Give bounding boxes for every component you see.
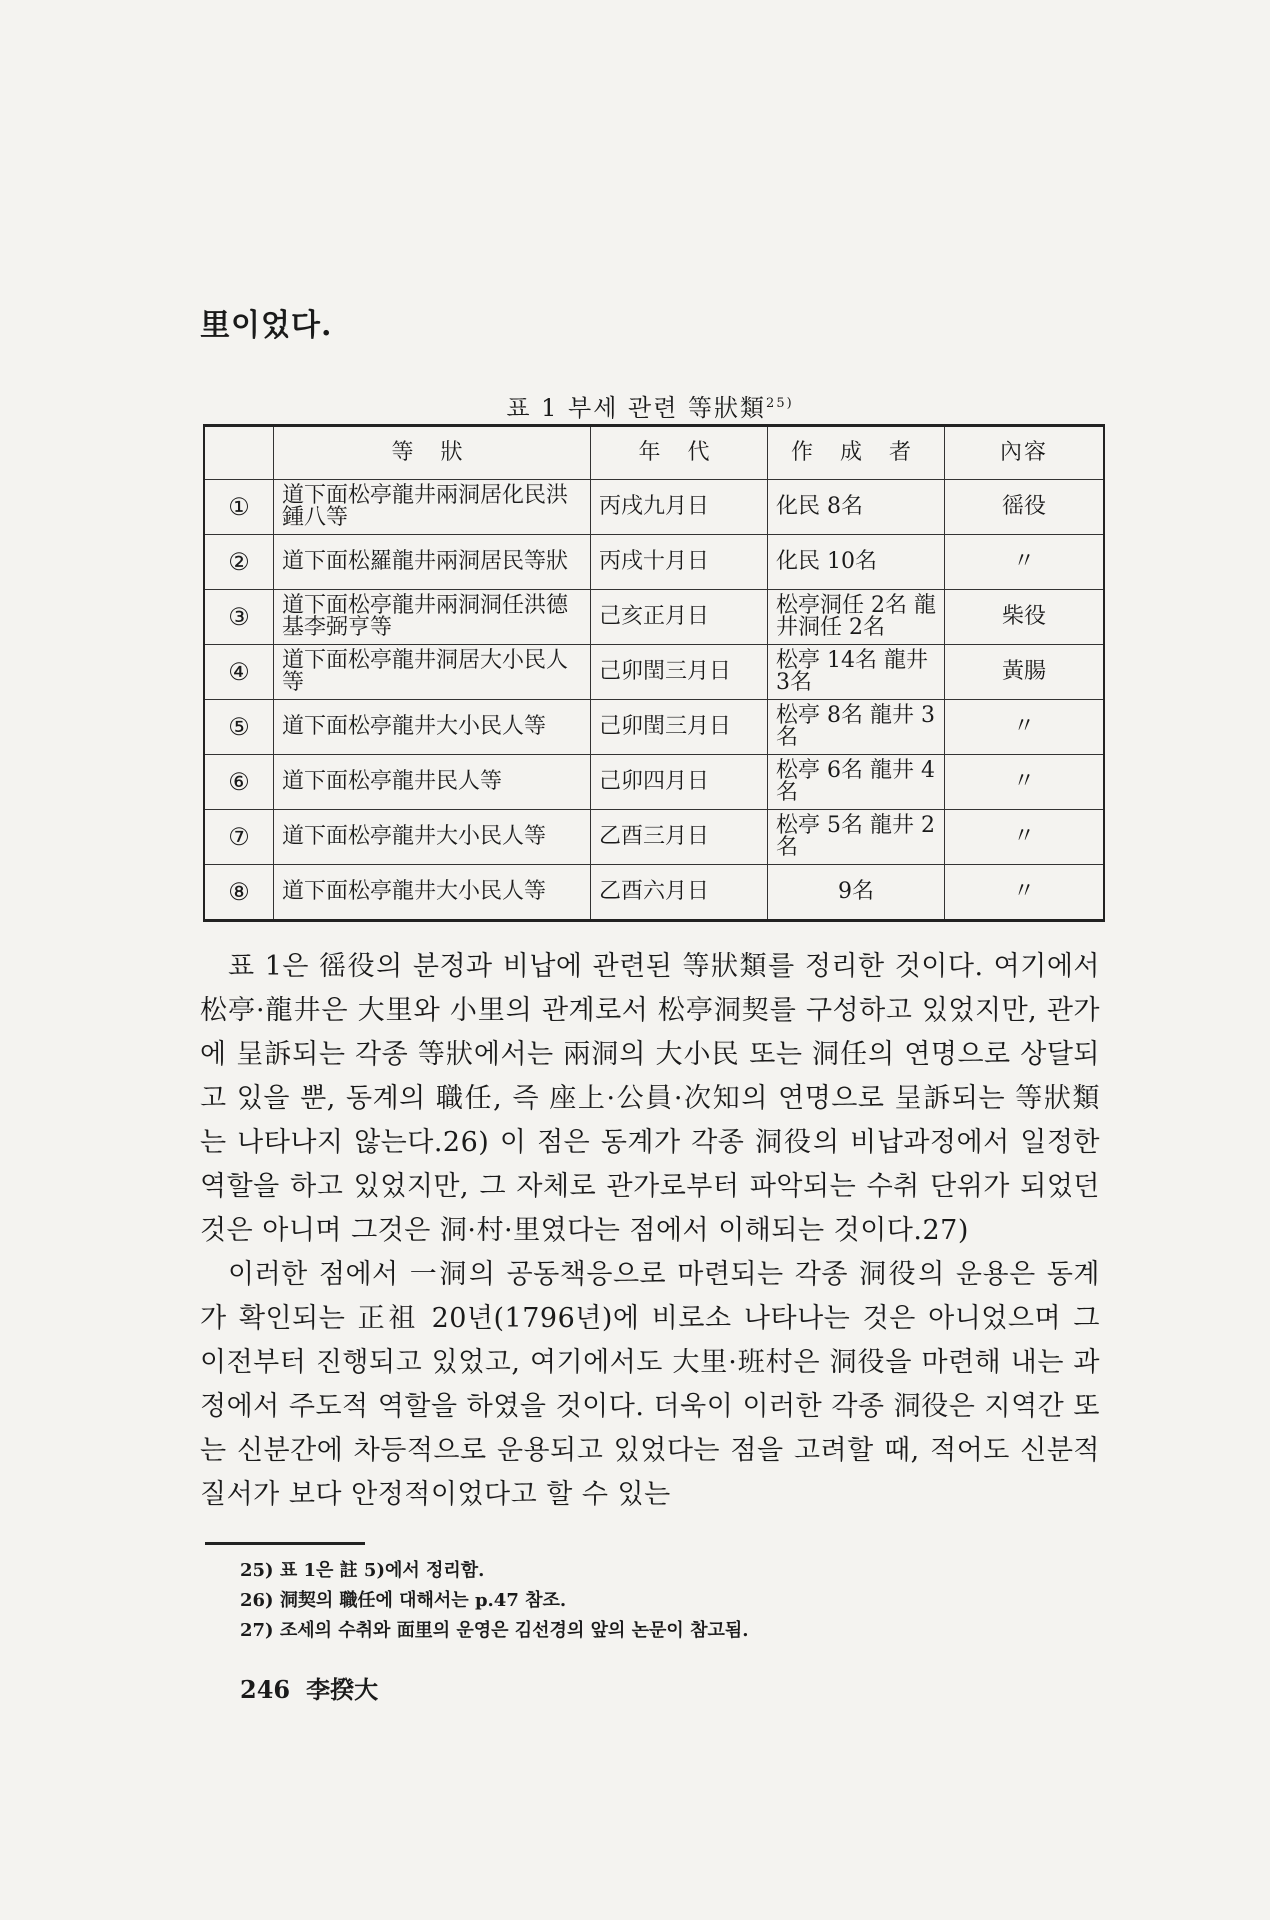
body-text <box>200 945 1100 1517</box>
row-content: 徭役 <box>945 480 1105 535</box>
row-author: 松亭 6名 龍井 4名 <box>768 755 945 810</box>
table-caption <box>200 388 1100 423</box>
row-author: 松亭 14名 龍井 3名 <box>768 645 945 700</box>
running-author: 李揆大 <box>306 1675 379 1704</box>
row-number: ① <box>204 480 274 535</box>
row-number: ⑦ <box>204 810 274 865</box>
table-row <box>204 810 1104 865</box>
row-content: 〃 <box>945 535 1105 590</box>
row-number: ④ <box>204 645 274 700</box>
paragraph-1: 표 1은 徭役의 분정과 비납에 관련된 等狀類를 정리한 것이다. 여기에서 松亭·龍井은 大里와 小里의 관계로서 松亭洞契를 구성하고 있었지만, 관가에 呈訴되는 각종 等狀에서는 兩洞의 大小民 또는 洞任의 연명으로 상달되고 있을 뿐, 동계의 職任, 즉 座上·公員·次知의 연명으로 呈訴되는 等狀類는 나타나지 않는다.26) 이 점은 동계가 각종 洞役의 비납과정에서 일정한 역할을 하고 있었지만, 그 자체로 관가로부터 파악되는 수취 단위가 되었던 것은 아니며 그것은 洞·村·里였다는 점에서 이해되는 것이다.27) <box>200 951 1100 1246</box>
row-document: 道下面松亭龍井兩洞居化民洪鍾八等 <box>274 480 591 535</box>
document-table <box>203 424 1105 922</box>
lead-text: 里이었다. <box>200 308 333 343</box>
footnote: 25) 표 1은 註 5)에서 정리함. <box>240 1560 485 1581</box>
row-year: 丙戌十月日 <box>591 535 768 590</box>
header-year: 年 代 <box>591 426 768 480</box>
row-year: 乙酉三月日 <box>591 810 768 865</box>
row-document: 道下面松亭龍井洞居大小民人等 <box>274 645 591 700</box>
row-content: 〃 <box>945 810 1105 865</box>
row-year: 乙酉六月日 <box>591 865 768 921</box>
table-row <box>204 700 1104 755</box>
row-author: 化民 10名 <box>768 535 945 590</box>
row-number: ② <box>204 535 274 590</box>
row-content: 〃 <box>945 755 1105 810</box>
row-year: 己卯閏三月日 <box>591 645 768 700</box>
row-year: 己卯四月日 <box>591 755 768 810</box>
row-year: 己卯閏三月日 <box>591 700 768 755</box>
row-number: ⑥ <box>204 755 274 810</box>
page-footer <box>240 1670 394 1705</box>
table-caption-footnote-ref: 25) <box>766 396 794 411</box>
table-header-row <box>204 426 1104 480</box>
row-author: 松亭 8名 龍井 3名 <box>768 700 945 755</box>
row-document: 道下面松亭龍井兩洞洞任洪德基李弼亨等 <box>274 590 591 645</box>
row-content: 柴役 <box>945 590 1105 645</box>
table-row <box>204 480 1104 535</box>
row-author: 松亭洞任 2名 龍井洞任 2名 <box>768 590 945 645</box>
footnote: 26) 洞契의 職任에 대해서는 p.47 참조. <box>240 1590 567 1611</box>
header-author: 作 成 者 <box>768 426 945 480</box>
footnotes <box>240 1556 1100 1646</box>
table-row <box>204 590 1104 645</box>
table-row <box>204 865 1104 921</box>
row-document: 道下面松亭龍井大小民人等 <box>274 810 591 865</box>
row-year: 己亥正月日 <box>591 590 768 645</box>
row-number: ⑤ <box>204 700 274 755</box>
footnote-divider <box>205 1542 365 1545</box>
row-author: 松亭 5名 龍井 2名 <box>768 810 945 865</box>
table-row <box>204 645 1104 700</box>
header-document: 等 狀 <box>274 426 591 480</box>
row-content: 〃 <box>945 865 1105 921</box>
row-document: 道下面松羅龍井兩洞居民等狀 <box>274 535 591 590</box>
row-content: 〃 <box>945 700 1105 755</box>
header-content: 內容 <box>945 426 1105 480</box>
row-number: ⑧ <box>204 865 274 921</box>
paragraph-2: 이러한 점에서 一洞의 공동책응으로 마련되는 각종 洞役의 운용은 동계가 확인되는 正祖 20년(1796년)에 비로소 나타나는 것은 아니었으며 그 이전부터 진행되고 있었고, 여기에서도 大里·班村은 洞役을 마련해 내는 과정에서 주도적 역할을 하였을 것이다. 더욱이 이러한 각종 洞役은 지역간 또는 신분간에 차등적으로 운용되고 있었다는 점을 고려할 때, 적어도 신분적 질서가 보다 안정적이었다고 할 수 있는 <box>200 1259 1100 1510</box>
row-number: ③ <box>204 590 274 645</box>
row-author: 9名 <box>768 865 945 921</box>
row-content: 黃腸 <box>945 645 1105 700</box>
row-document: 道下面松亭龍井大小民人等 <box>274 865 591 921</box>
footnote: 27) 조세의 수취와 面里의 운영은 김선경의 앞의 논문이 참고됨. <box>240 1620 749 1641</box>
row-author: 化民 8名 <box>768 480 945 535</box>
row-year: 丙戌九月日 <box>591 480 768 535</box>
table-row <box>204 755 1104 810</box>
page-number: 246 <box>240 1675 291 1704</box>
table-row <box>204 535 1104 590</box>
table-caption-text: 표 1 부세 관련 等狀類 <box>506 394 767 422</box>
row-document: 道下面松亭龍井民人等 <box>274 755 591 810</box>
header-empty <box>204 426 274 480</box>
row-document: 道下面松亭龍井大小民人等 <box>274 700 591 755</box>
